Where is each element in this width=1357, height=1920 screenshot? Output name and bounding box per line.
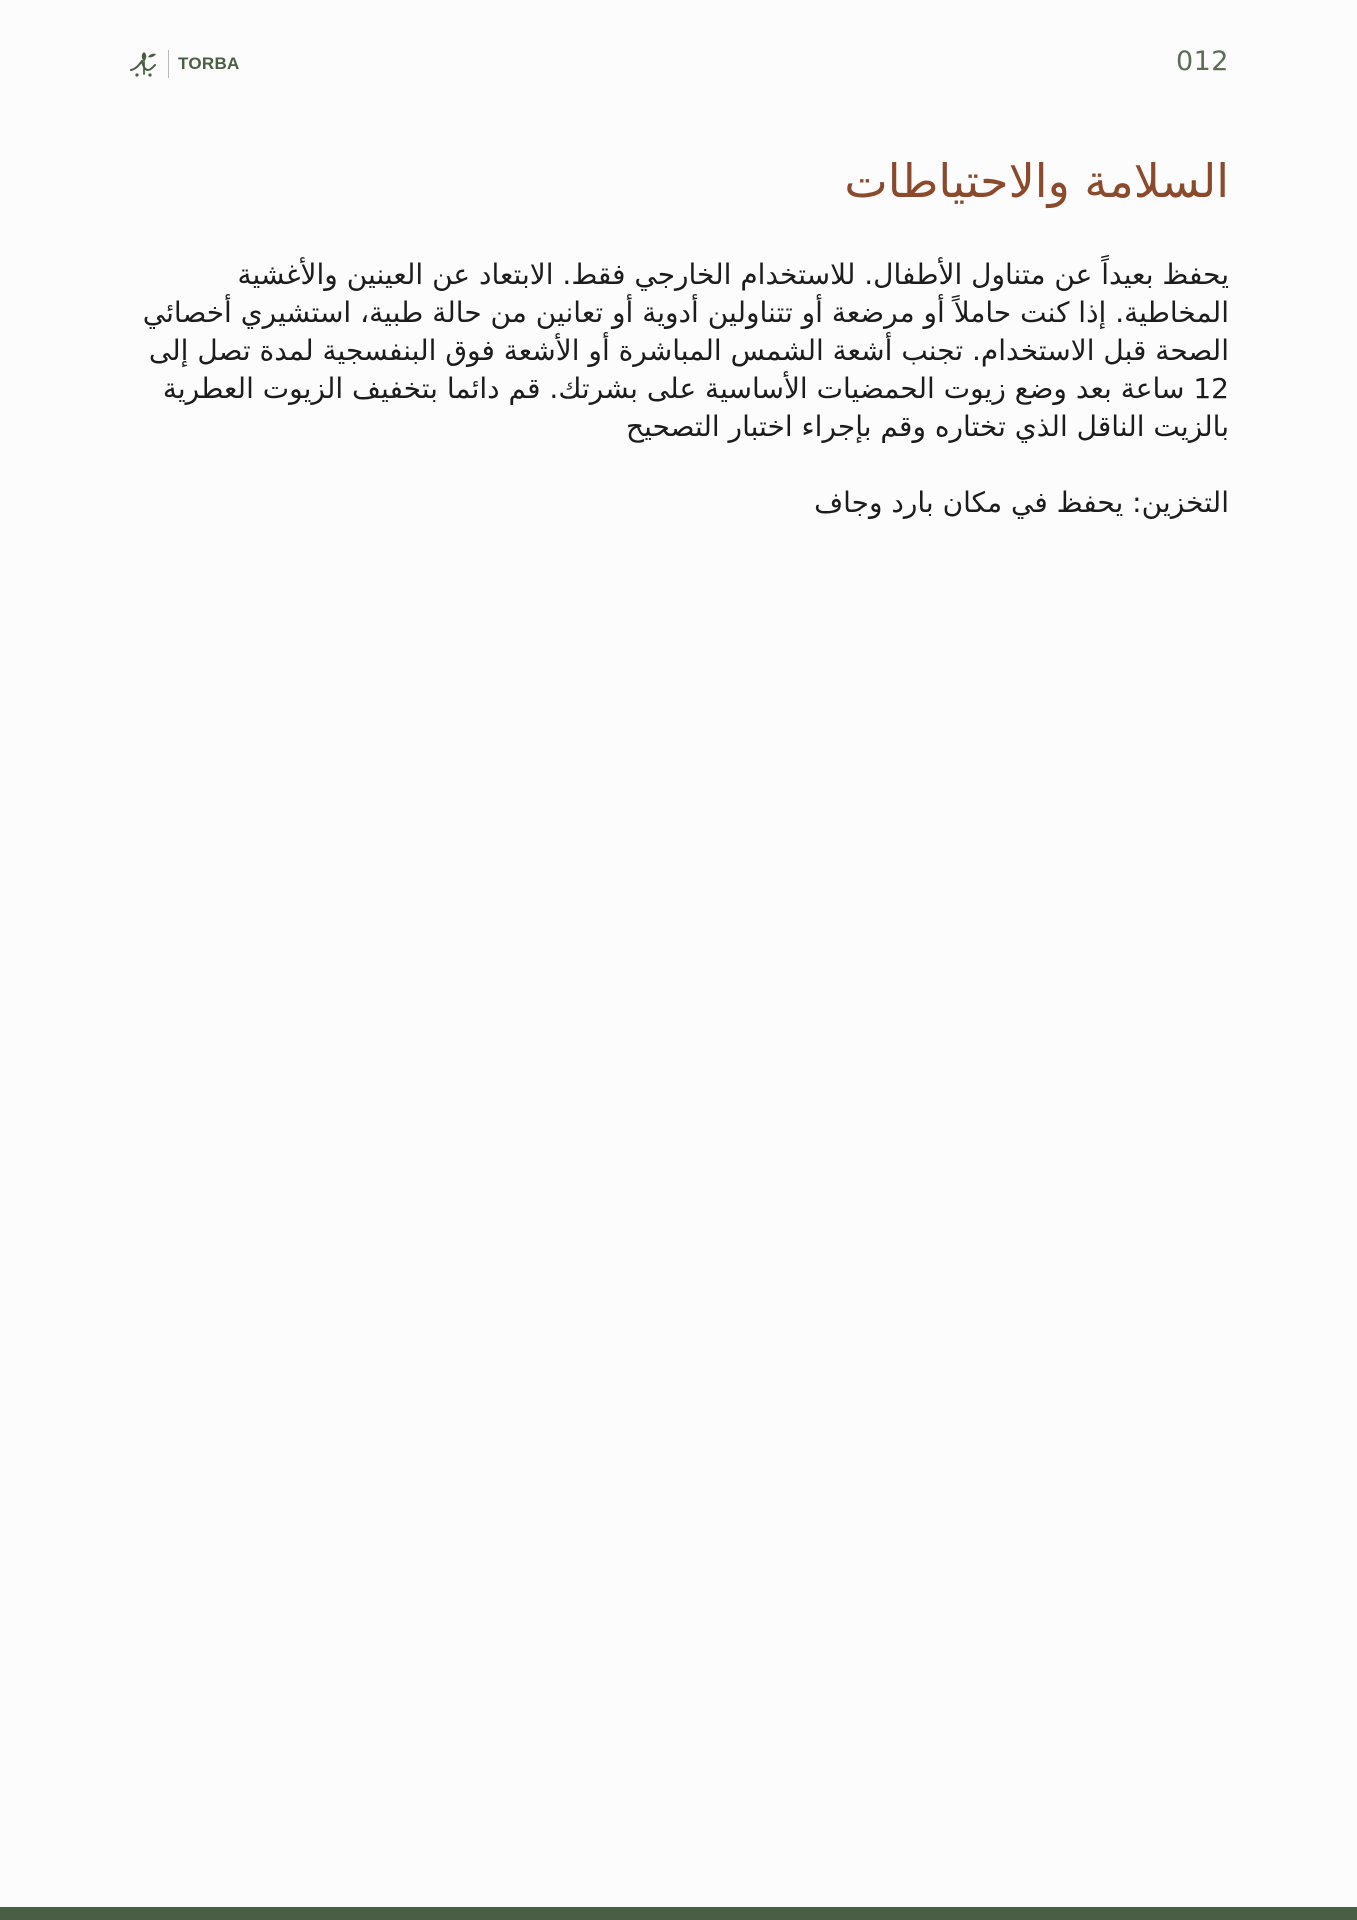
- brand: [128, 44, 240, 84]
- section-content: [140, 148, 1229, 522]
- footer-bar: [0, 1907, 1357, 1920]
- page-number: 012: [1175, 46, 1229, 77]
- page-header: [128, 44, 1229, 84]
- brand-divider: [168, 50, 169, 78]
- storage-note: التخزين: يحفظ في مكان بارد وجاف: [814, 486, 1229, 519]
- safety-paragraph: يحفظ بعيداً عن متناول الأطفال. للاستخدام الخارجي فقط. الابتعاد عن العينين والأغشية المخاطية. إذا كنت حاملاً أو مرضعة أو تتناولين أدوية أو تعانين من حالة طبية، استشيري أخصائي الصحة قبل الاستخدام. تجنب أشعة الشمس المباشرة أو الأشعة فوق البنفسجية لمدة تصل إلى 12 ساعة بعد وضع زيوت الحمضيات الأساسية على بشرتك. قم دائما بتخفيف الزيوت العطرية بالزيت الناقل الذي تختاره وقم بإجراء اختبار التصحيح: [142, 258, 1229, 443]
- sprouting-plant-logo-icon: [128, 48, 160, 80]
- section-title: السلامة والاحتياطات: [844, 154, 1229, 208]
- brand-name: TORBA: [178, 54, 240, 73]
